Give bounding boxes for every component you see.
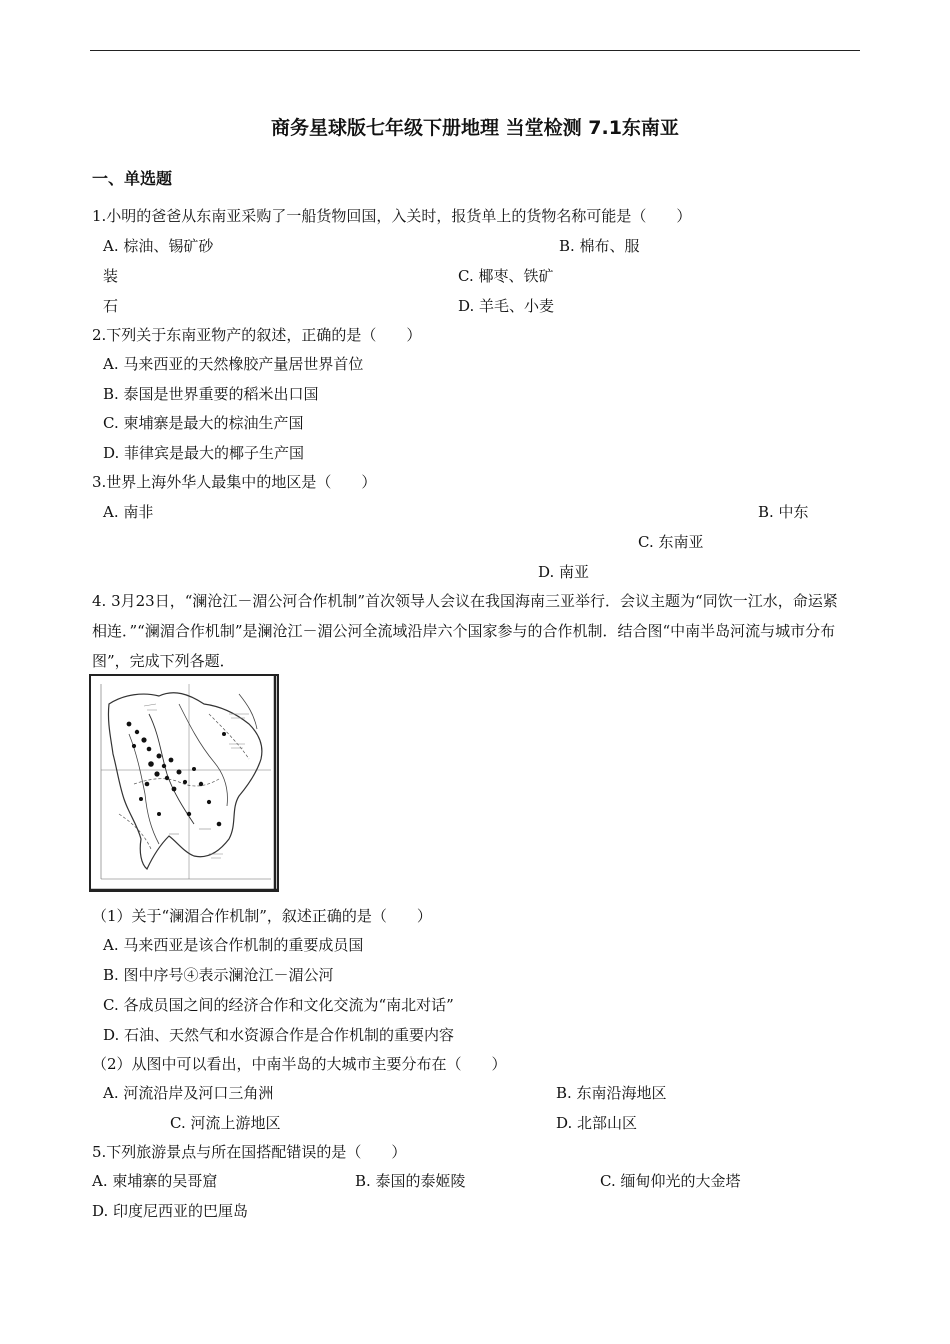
question-5-option-c: C. 缅甸仰光的大金塔 [600, 1172, 741, 1190]
question-3-option-b: B. 中东 [758, 503, 809, 521]
question-4-sub1-option-d: D. 石油、天然气和水资源合作是合作机制的重要内容 [103, 1026, 455, 1044]
question-2-option-b: B. 泰国是世界重要的稻米出口国 [103, 385, 319, 403]
header-rule [90, 50, 860, 51]
page-title: 商务星球版七年级下册地理 当堂检测 7.1东南亚 [271, 117, 679, 139]
question-4-sub2-option-b: B. 东南沿海地区 [556, 1084, 667, 1102]
question-5-option-d: D. 印度尼西亚的巴厘岛 [92, 1202, 249, 1220]
question-4-sub2-stem: （2）从图中可以看出，中南半岛的大城市主要分布在（ ） [92, 1055, 507, 1073]
question-4-sub1-stem: （1）关于“澜湄合作机制”，叙述正确的是（ ） [92, 907, 432, 925]
question-1-option-b-continued: 装 [103, 267, 119, 285]
question-5-option-a: A. 柬埔寨的吴哥窟 [92, 1172, 218, 1190]
question-3-option-c: C. 东南亚 [638, 533, 704, 551]
question-4-sub2-option-c: C. 河流上游地区 [170, 1114, 281, 1132]
question-1-option-d: D. 羊毛、小麦 [458, 297, 555, 315]
question-3-option-a: A. 南非 [103, 503, 154, 521]
question-5-stem: 5.下列旅游景点与所在国搭配错误的是（ ） [92, 1143, 407, 1161]
question-4-sub1-option-b: B. 图中序号④表示澜沧江－湄公河 [103, 966, 334, 984]
question-4-sub2-option-a: A. 河流沿岸及河口三角洲 [103, 1084, 274, 1102]
question-3-stem: 3.世界上海外华人最集中的地区是（ ） [92, 473, 377, 491]
question-4-sub1-option-a: A. 马来西亚是该合作机制的重要成员国 [103, 936, 364, 954]
question-1-option-a: A. 棕油、锡矿砂 [103, 237, 214, 255]
question-3-option-d: D. 南亚 [538, 563, 590, 581]
question-1-option-b: B. 棉布、服 [559, 237, 640, 255]
question-4-sub2-option-d: D. 北部山区 [556, 1114, 638, 1132]
question-1-option-c-continued: 石 [103, 297, 119, 315]
question-1-stem: 1.小明的爸爸从东南亚采购了一船货物回国，入关时，报货单上的货物名称可能是（ ） [92, 207, 692, 225]
question-5-option-b: B. 泰国的泰姬陵 [355, 1172, 466, 1190]
question-4-sub1-option-c: C. 各成员国之间的经济合作和文化交流为“南北对话” [103, 996, 454, 1014]
section-heading: 一、单选题 [92, 169, 173, 188]
question-2-option-a: A. 马来西亚的天然橡胶产量居世界首位 [103, 355, 364, 373]
question-2-stem: 2.下列关于东南亚物产的叙述，正确的是（ ） [92, 326, 422, 344]
indochina-river-city-map [89, 674, 279, 892]
question-4-stem: 4. 3月23日，“澜沧江－湄公河合作机制”首次领导人会议在我国海南三亚举行．会议主题为“同饮一江水，命运紧相连．”“澜湄合作机制”是澜沧江－湄公河全流域沿岸六个国家参与的合作机制．结合图“中南半岛河流与城市分布图”，完成下列各题． [92, 592, 838, 670]
question-2-option-c: C. 柬埔寨是最大的棕油生产国 [103, 414, 304, 432]
question-2-option-d: D. 菲律宾是最大的椰子生产国 [103, 444, 305, 462]
question-1-option-c: C. 椰枣、铁矿 [458, 267, 554, 285]
